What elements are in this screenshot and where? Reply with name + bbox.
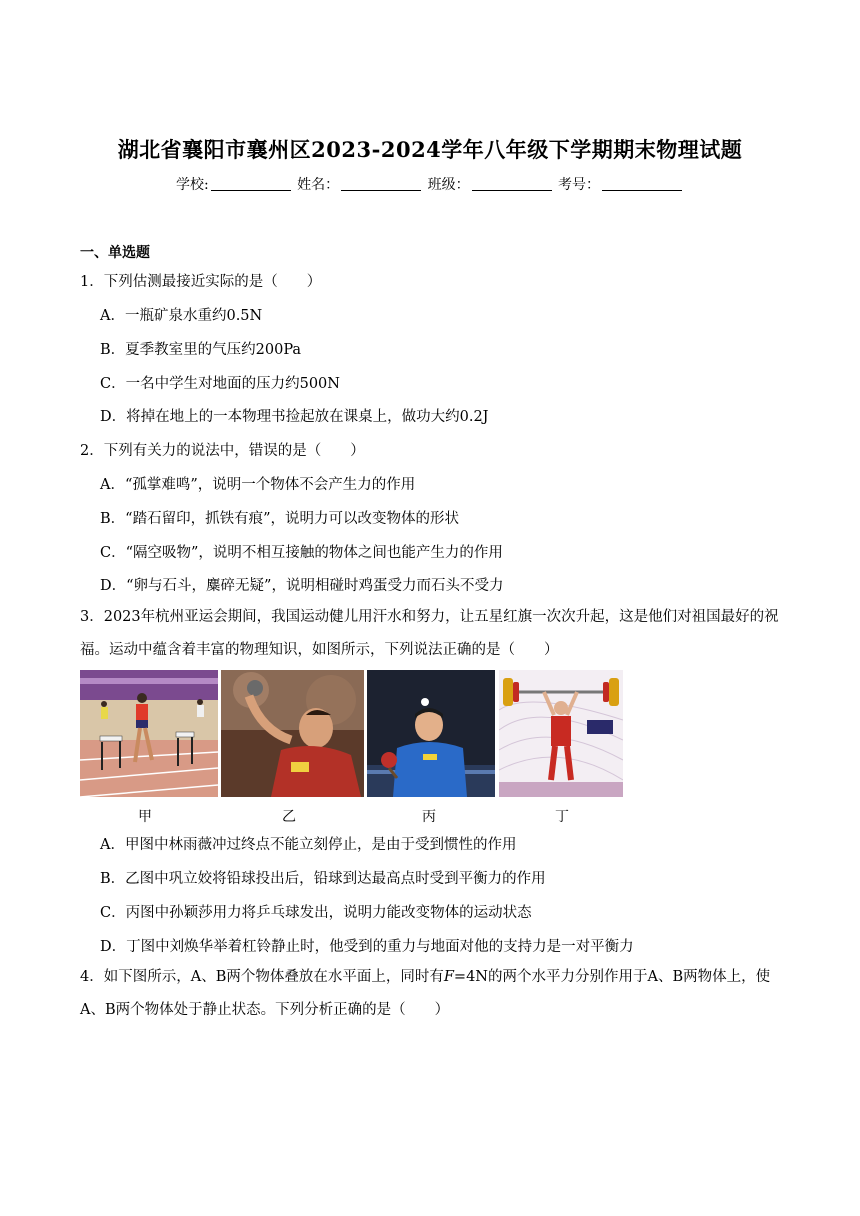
question-3-figures xyxy=(80,670,625,798)
school-label: 学校: xyxy=(175,177,209,193)
figure-caption-yi: 乙 xyxy=(282,809,296,825)
name-field[interactable] xyxy=(341,176,421,191)
class-label: 班级： xyxy=(427,177,470,193)
question-2-option-b: B．“踏石留印，抓铁有痕”，说明力可以改变物体的形状 xyxy=(100,511,459,527)
question-1-stem: 1．下列估测最接近实际的是（ ） xyxy=(80,274,322,290)
question-3-stem: 3．2023年杭州亚运会期间，我国运动健儿用汗水和努力，让五星红旗一次次升起，这是他们对祖国最好的祝福。运动中蕴含着丰富的物理知识，如图所示，下列说法正确的是（ ） xyxy=(80,609,779,658)
hurdles-photo xyxy=(80,670,218,797)
question-3-option-b: B．乙图中巩立姣将铅球投出后，铅球到达最高点时受到平衡力的作用 xyxy=(100,871,546,887)
question-1-option-a: A．一瓶矿泉水重约0.5N xyxy=(100,308,263,324)
question-4-stem-part1: 4．如下图所示，A、B两个物体叠放在水平面上，同时有 xyxy=(80,969,444,985)
figure-caption-ding: 丁 xyxy=(555,809,569,825)
question-3-option-a: A．甲图中林雨薇冲过终点不能立刻停止，是由于受到惯性的作用 xyxy=(100,837,517,853)
question-4-stem xyxy=(80,961,790,1027)
exam-number-field[interactable] xyxy=(602,176,682,191)
question-1-option-c: C．一名中学生对地面的压力约500N xyxy=(100,376,340,392)
student-info-row xyxy=(0,174,860,194)
force-variable: F xyxy=(443,969,454,985)
shot-put-photo xyxy=(221,670,364,797)
question-4-stem-part2: =4N的两个水平力分别作用于A、B两物体上，使A、B两个物体处于静止状态。下列分析正确的是（ ） xyxy=(80,969,771,1018)
weightlifting-photo xyxy=(499,670,623,797)
question-1-option-d: D．将掉在地上的一本物理书捡起放在课桌上，做功大约0.2J xyxy=(100,409,489,425)
figure-caption-jia: 甲 xyxy=(138,809,152,825)
figure-caption-bing: 丙 xyxy=(422,809,436,825)
exam-number-label: 考号： xyxy=(558,177,601,193)
question-2-option-d: D．“卵与石斗，麋碎无疑”，说明相碰时鸡蛋受力而石头不受力 xyxy=(100,578,504,594)
table-tennis-photo xyxy=(367,670,495,797)
name-label: 姓名： xyxy=(297,177,340,193)
school-field[interactable] xyxy=(211,176,291,191)
question-2-stem: 2．下列有关力的说法中，错误的是（ ） xyxy=(80,443,365,459)
section-heading: 一、单选题 xyxy=(80,245,150,261)
question-3-option-c: C．丙图中孙颖莎用力将乒乓球发出，说明力能改变物体的运动状态 xyxy=(100,905,532,921)
question-1-option-b: B．夏季教室里的气压约200Pa xyxy=(100,342,302,358)
exam-title: 湖北省襄阳市襄州区2023-2024学年八年级下学期期末物理试题 xyxy=(117,137,743,162)
question-3-option-d: D．丁图中刘焕华举着杠铃静止时，他受到的重力与地面对他的支持力是一对平衡力 xyxy=(100,939,634,955)
class-field[interactable] xyxy=(472,176,552,191)
question-2-option-c: C．“隔空吸物”，说明不相互接触的物体之间也能产生力的作用 xyxy=(100,545,503,561)
question-2-option-a: A．“孤掌难鸣”，说明一个物体不会产生力的作用 xyxy=(100,477,416,493)
